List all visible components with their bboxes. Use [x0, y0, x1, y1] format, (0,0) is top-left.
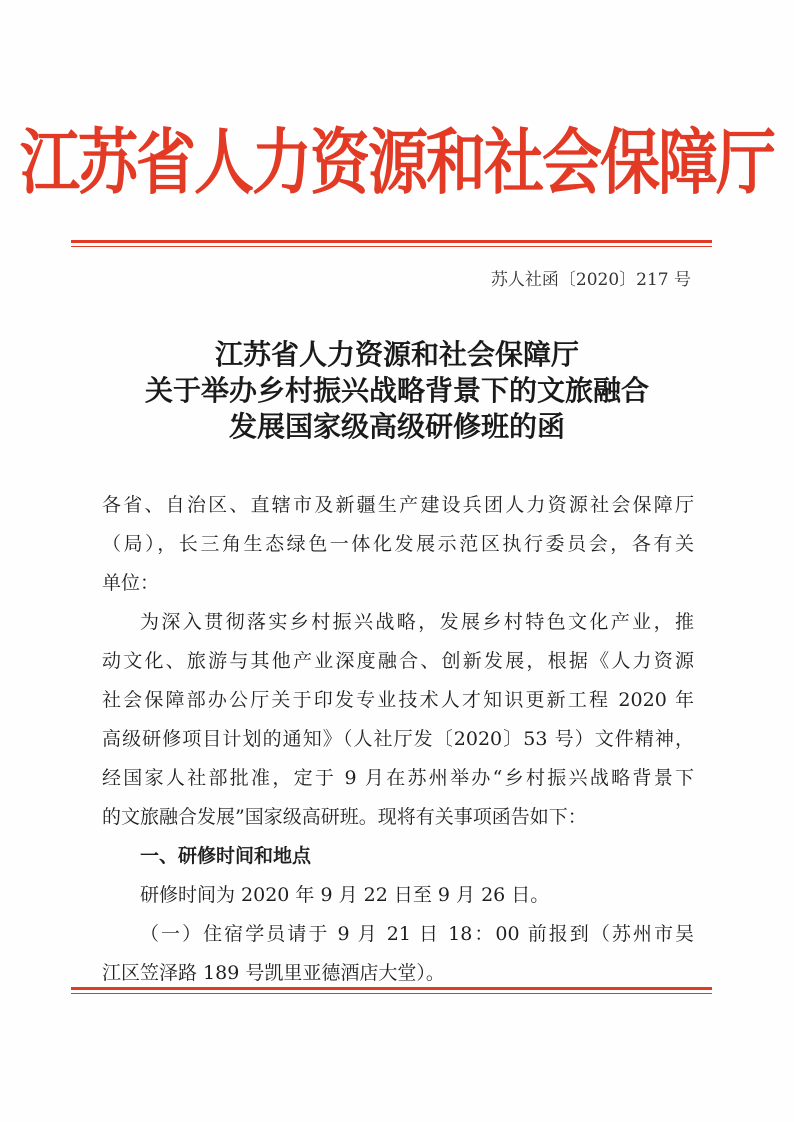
document-title [0, 337, 794, 445]
paragraph-line-6: 的文旅融合发展”国家级高研班。现将有关事项函告如下： [102, 806, 587, 828]
masthead-divider-thin [71, 246, 712, 247]
paragraph-line-4: 高级研修项目计划的通知》（人社厅发〔2020〕53 号）文件精神， [102, 728, 694, 750]
document-body [102, 486, 694, 993]
addressee-line-2: （局），长三角生态绿色一体化发展示范区执行委员会，各有关 [102, 533, 694, 555]
item1-line-1: （一）住宿学员请于 9 月 21 日 18：00 前报到（苏州市吴 [140, 923, 694, 945]
footer-divider-thick [71, 987, 712, 990]
section-heading: 一、研修时间和地点 [140, 845, 312, 867]
footer-divider-thin [71, 993, 712, 994]
paragraph-line-1: 为深入贯彻落实乡村振兴战略，发展乡村特色文化产业，推 [140, 611, 694, 633]
paragraph-line-5: 经国家人社部批准，定于 9 月在苏州举办“乡村振兴战略背景下 [102, 767, 694, 789]
title-line-1: 江苏省人力资源和社会保障厅 [214, 338, 579, 371]
addressee-line-3: 单位： [102, 572, 160, 594]
masthead-divider-thick [71, 240, 712, 243]
paragraph-line-2: 动文化、旅游与其他产业深度融合、创新发展，根据《人力资源 [102, 650, 694, 672]
title-line-3: 发展国家级高级研修班的函 [228, 410, 565, 443]
masthead-organization: 江苏省人力资源和社会保障厅 [20, 122, 774, 205]
title-line-2: 关于举办乡村振兴战略背景下的文旅融合 [144, 374, 649, 407]
addressee-line-1: 各省、自治区、直辖市及新疆生产建设兵团人力资源社会保障厅 [102, 494, 694, 516]
document-number: 苏人社函〔2020〕217 号 [490, 270, 691, 290]
paragraph-line-3: 社会保障部办公厅关于印发专业技术人才知识更新工程 2020 年 [102, 689, 694, 711]
item1-line-2: 江区笠泽路 189 号凯里亚德酒店大堂）。 [102, 962, 445, 984]
time-line: 研修时间为 2020 年 9 月 22 日至 9 月 26 日。 [140, 884, 550, 906]
